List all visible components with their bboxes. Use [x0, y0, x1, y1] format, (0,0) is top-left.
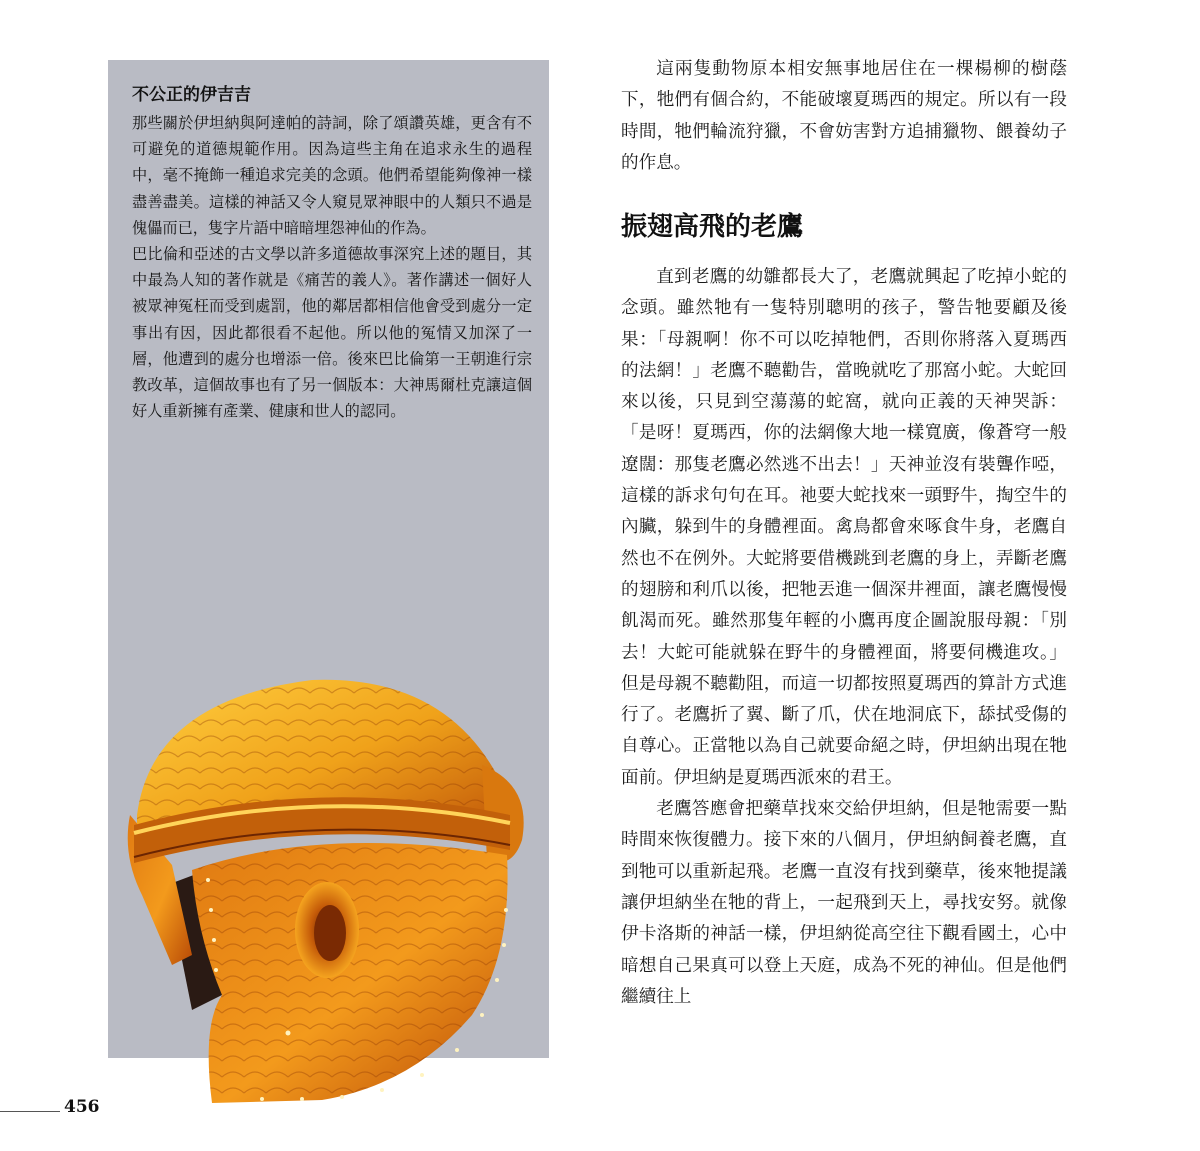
body-paragraph: 老鷹答應會把藥草找來交給伊坦納，但是牠需要一點時間來恢復體力。接下來的八個月，伊坦納飼養老鷹，直到牠可以重新起飛。老鷹一直沒有找到藥草，後來牠提議讓伊坦納坐在牠的背上，一起飛到天上，尋找安努。就像伊卡洛斯的神話一樣，伊坦納從高空往下觀看國土，心中暗想自己果真可以登上天庭，成為不死的神仙。但是他們繼續往上: [621, 799, 1067, 1007]
main-column-top: [621, 54, 1067, 179]
main-column-body: [621, 262, 1067, 1013]
golden-helmet-image: [112, 665, 532, 1105]
page-number-rule: [0, 1111, 60, 1112]
sidebar-title: 不公正的伊吉吉: [132, 85, 251, 105]
sidebar-paragraph: 那些關於伊坦納與阿達帕的詩詞，除了頌讚英雄，更含有不可避免的道德規範作用。因為這些主角在追求永生的過程中，毫不掩飾一種追求完美的念頭。他們希望能夠像神一樣盡善盡美。這樣的神話又令人窺見眾神眼中的人類只不過是傀儡而已，隻字片語中暗暗埋怨神仙的作為。: [132, 114, 532, 237]
body-paragraph: 直到老鷹的幼雛都長大了，老鷹就興起了吃掉小蛇的念頭。雖然牠有一隻特別聰明的孩子，警告牠要顧及後果：「母親啊！你不可以吃掉牠們，否則你將落入夏瑪西的法網！」老鷹不聽勸告，當晚就吃了那窩小蛇。大蛇回來以後，只見到空蕩蕩的蛇窩，就向正義的天神哭訴：「是呀！夏瑪西，你的法網像大地一樣寬廣，像蒼穹一般遼闊：那隻老鷹必然逃不出去！」天神並沒有裝聾作啞，這樣的訴求句句在耳。祂要大蛇找來一頭野牛，掏空牛的內臟，躲到牛的身體裡面。禽鳥都會來啄食牛身，老鷹自然也不在例外。大蛇將要借機跳到老鷹的身上，弄斷老鷹的翅膀和利爪以後，把牠丟進一個深井裡面，讓老鷹慢慢飢渴而死。雖然那隻年輕的小鷹再度企圖說服母親：「別去！大蛇可能就躲在野牛的身體裡面，將要伺機進攻。」但是母親不聽勸阻，而這一切都按照夏瑪西的算計方式進行了。老鷹折了翼、斷了爪，伏在地洞底下，舔拭受傷的自尊心。正當牠以為自己就要命絕之時，伊坦納出現在牠面前。伊坦納是夏瑪西派來的君王。: [621, 267, 1067, 788]
sidebar-body: [132, 110, 532, 424]
intro-paragraph: 這兩隻動物原本相安無事地居住在一棵楊柳的樹蔭下，牠們有個合約，不能破壞夏瑪西的規定。所以有一段時間，牠們輪流狩獵，不會妨害對方追捕獵物、餵養幼子的作息。: [621, 59, 1067, 173]
page-number: 456: [64, 1097, 100, 1117]
section-heading: 振翅高飛的老鷹: [621, 212, 804, 242]
sidebar-paragraph: 巴比倫和亞述的古文學以許多道德故事深究上述的題目，其中最為人知的著作就是《痛苦的義人》。著作講述一個好人被眾神冤枉而受到處罰，他的鄰居都相信他會受到處分一定事出有因，因此都很看不起他。所以他的冤情又加深了一層，他遭到的處分也增添一倍。後來巴比倫第一王朝進行宗教改革，這個故事也有了另一個版本：大神馬爾杜克讓這個好人重新擁有產業、健康和世人的認同。: [132, 245, 532, 421]
